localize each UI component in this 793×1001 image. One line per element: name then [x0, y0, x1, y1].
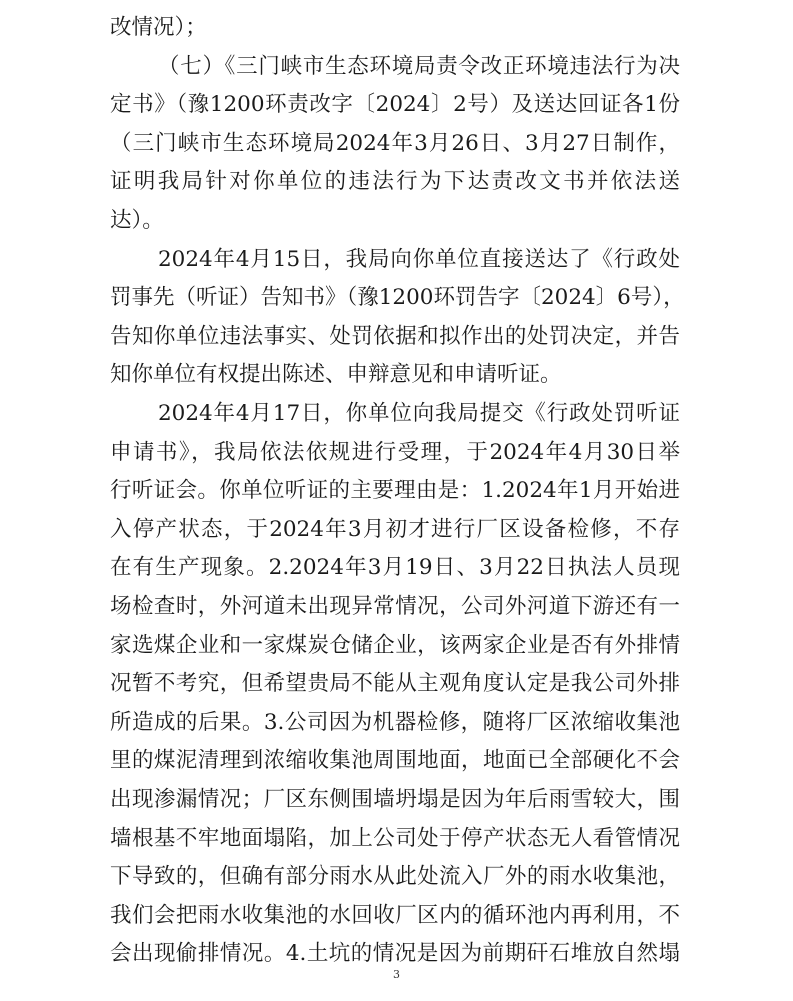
text-line-9: 告知你单位违法事实、处罚依据和拟作出的处罚决定，并告 [110, 323, 680, 349]
page-number: 3 [393, 968, 400, 981]
text-line-15: 在有生产现象。2.2024年3月19日、3月22日执法人员现 [110, 555, 680, 581]
text-line-5: 证明我局针对你单位的违法行为下达责改文书并依法送 [110, 169, 680, 195]
text-line-12: 申请书》，我局依法依规进行受理，于2024年4月30日举 [110, 439, 680, 465]
text-line-11: 2024年4月17日，你单位向我局提交《行政处罚听证 [158, 401, 680, 426]
text-line-16: 场检查时，外河道未出现异常情况，公司外河道下游还有一 [110, 594, 680, 619]
text-line-2: （七）《三门峡市生态环境局责令改正环境违法行为决 [158, 53, 680, 79]
text-line-20: 里的煤泥清理到浓缩收集池周围地面，地面已全部硬化不会 [110, 748, 680, 774]
text-line-3: 定书》（豫1200环责改字〔2024〕2号）及送达回证各1份 [110, 92, 680, 118]
text-line-17: 家选煤企业和一家煤炭仓储企业，该两家企业是否有外排情 [110, 632, 680, 658]
text-line-7: 2024年4月15日，我局向你单位直接送达了《行政处 [158, 246, 680, 272]
text-line-6: 达）。 [110, 208, 164, 233]
text-line-24: 我们会把雨水收集池的水回收厂区内的循环池内再利用，不 [110, 902, 680, 928]
text-line-4: （三门峡市生态环境局2024年3月26日、3月27日制作， [110, 130, 680, 156]
text-line-23: 下导致的，但确有部分雨水从此处流入厂外的雨水收集池， [110, 864, 680, 890]
text-line-1: 改情况）； [110, 15, 207, 40]
text-line-25: 会出现偷排情况。4.土坑的情况是因为前期矸石堆放自然塌 [110, 941, 680, 967]
text-line-14: 入停产状态，于2024年3月初才进行厂区设备检修，不存 [110, 516, 680, 542]
text-line-10: 知你单位有权提出陈述、申辩意见和申请听证。 [110, 362, 562, 388]
text-line-22: 墙根基不牢地面塌陷，加上公司处于停产状态无人看管情况 [110, 825, 680, 851]
text-line-8: 罚事先（听证）告知书》（豫1200环罚告字〔2024〕6号）， [110, 285, 685, 311]
text-line-21: 出现渗漏情况；厂区东侧围墙坍塌是因为年后雨雪较大，围 [110, 787, 680, 812]
text-line-19: 所造成的后果。3.公司因为机器检修，随将厂区浓缩收集池 [110, 709, 680, 735]
text-line-18: 况暂不考究，但希望贵局不能从主观角度认定是我公司外排 [110, 671, 680, 697]
text-line-13: 行听证会。你单位听证的主要理由是：1.2024年1月开始进 [110, 478, 680, 504]
